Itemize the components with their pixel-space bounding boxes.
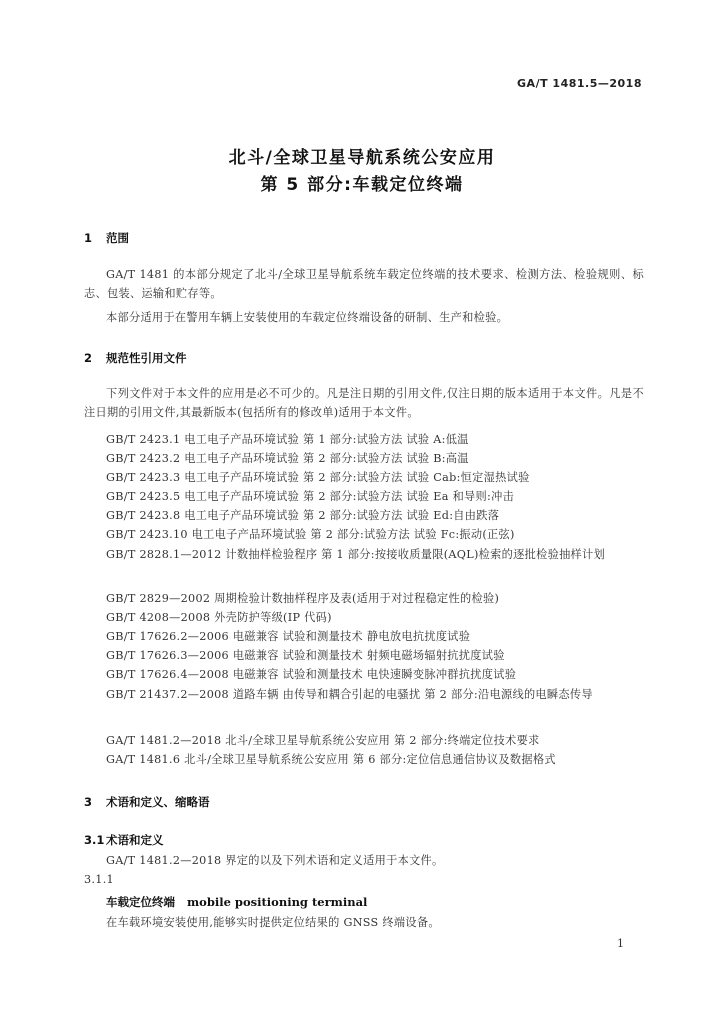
term-item-number: 3.1.1 <box>84 873 114 886</box>
subsection-number: 3.1 <box>84 833 105 847</box>
term-heading <box>106 894 367 910</box>
reference-item: GB/T 17626.2—2006 电磁兼容 试验和测量技术 静电放电抗扰度试验 <box>106 630 471 643</box>
term-chinese: 车载定位终端 <box>106 895 175 909</box>
section-number: 2 <box>84 351 93 365</box>
reference-item: GB/T 17626.3—2006 电磁兼容 试验和测量技术 射频电磁场辐射抗扰度试验 <box>106 649 505 662</box>
section-2-intro: 下列文件对于本文件的应用是必不可少的。凡是注日期的引用文件,仅注日期的版本适用于本文件。凡是不注日期的引用文件,其最新版本(包括所有的修改单)适用于本文件。 <box>84 387 644 419</box>
reference-item: GB/T 2423.10 电工电子产品环境试验 第 2 部分:试验方法 试验 Fc:振动(正弦) <box>106 528 515 541</box>
section-3-heading <box>84 794 210 810</box>
section-1-heading <box>84 230 129 246</box>
reference-item: GB/T 2423.8 电工电子产品环境试验 第 2 部分:试验方法 试验 Ed:自由跌落 <box>106 509 500 522</box>
term-definition: 在车载环境安装使用,能够实时提供定位结果的 GNSS 终端设备。 <box>106 916 440 929</box>
reference-item-wrapped: GB/T 2828.1—2012 计数抽样检验程序 第 1 部分:按接收质量限(AQL)检索的逐批检验抽样计划 <box>106 548 606 561</box>
subsection-3-1-heading <box>84 832 164 848</box>
reference-item: GA/T 1481.6 北斗/全球卫星导航系统公安应用 第 6 部分:定位信息通信协议及数据格式 <box>106 753 556 766</box>
section-2-heading <box>84 350 187 366</box>
document-title-line2: 第 5 部分:车载定位终端 <box>260 175 464 195</box>
section-1-paragraph-2: 本部分适用于在警用车辆上安装使用的车载定位终端设备的研制、生产和检验。 <box>106 311 509 324</box>
standard-code: GA/T 1481.5—2018 <box>517 77 642 90</box>
section-number: 1 <box>84 231 93 245</box>
reference-item: GB/T 2423.1 电工电子产品环境试验 第 1 部分:试验方法 试验 A:低温 <box>106 433 469 446</box>
subsection-3-1-paragraph: GA/T 1481.2—2018 界定的以及下列术语和定义适用于本文件。 <box>106 854 444 867</box>
section-title: 术语和定义、缩略语 <box>106 795 210 809</box>
reference-item: GB/T 2423.2 电工电子产品环境试验 第 2 部分:试验方法 试验 B:高温 <box>106 452 469 465</box>
section-1-paragraph-1: GA/T 1481 的本部分规定了北斗/全球卫星导航系统车载定位终端的技术要求、检测方法、检验规则、标志、包装、运输和贮存等。 <box>84 268 644 300</box>
reference-item: GA/T 1481.2—2018 北斗/全球卫星导航系统公安应用 第 2 部分:终端定位技术要求 <box>106 734 540 747</box>
section-title: 范围 <box>106 231 129 245</box>
reference-item-wrapped: GB/T 21437.2—2008 道路车辆 由传导和耦合引起的电骚扰 第 2 部分:沿电源线的电瞬态传导 <box>106 688 593 701</box>
page-number: 1 <box>617 937 624 950</box>
section-number: 3 <box>84 795 93 809</box>
reference-item: GB/T 2423.3 电工电子产品环境试验 第 2 部分:试验方法 试验 Cab:恒定湿热试验 <box>106 471 530 484</box>
subsection-title: 术语和定义 <box>106 833 164 847</box>
reference-item: GB/T 2829—2002 周期检验计数抽样程序及表(适用于对过程稳定性的检验) <box>106 592 500 605</box>
reference-item: GB/T 2423.5 电工电子产品环境试验 第 2 部分:试验方法 试验 Ea 和导则:冲击 <box>106 490 515 503</box>
reference-item: GB/T 4208—2008 外壳防护等级(IP 代码) <box>106 611 332 624</box>
document-title-line1: 北斗/全球卫星导航系统公安应用 <box>228 148 496 168</box>
term-english: mobile positioning terminal <box>187 895 368 909</box>
reference-item: GB/T 17626.4—2008 电磁兼容 试验和测量技术 电快速瞬变脉冲群抗扰度试验 <box>106 668 517 681</box>
section-title: 规范性引用文件 <box>106 351 187 365</box>
